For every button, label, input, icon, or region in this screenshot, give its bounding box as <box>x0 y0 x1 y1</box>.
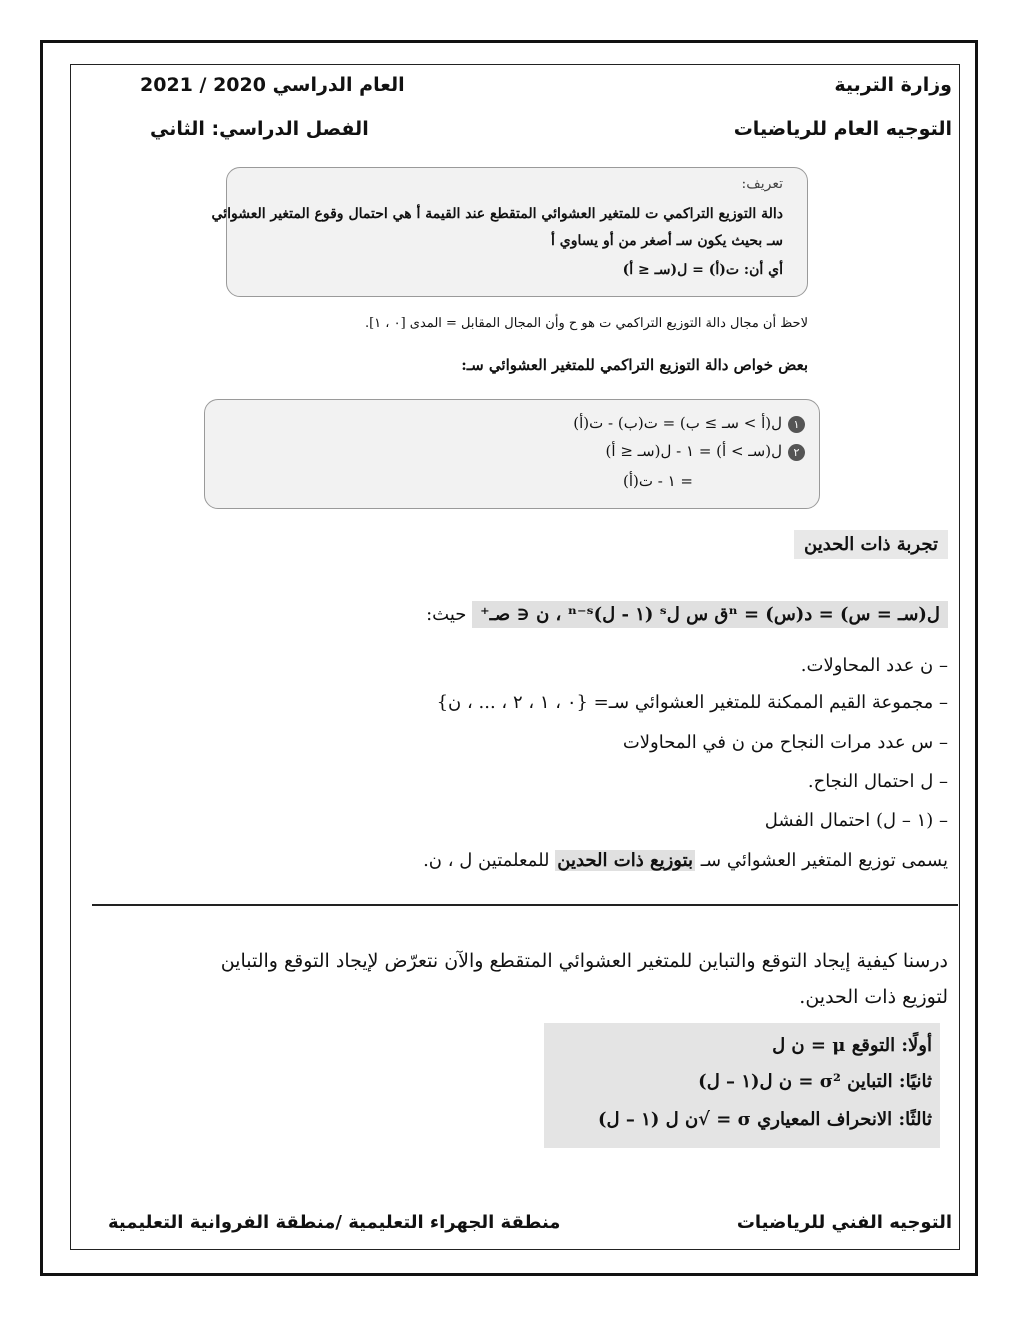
property-number-2: ٢ <box>788 444 805 461</box>
section-divider <box>92 904 958 906</box>
definition-title: تعريف: <box>741 176 783 192</box>
property-number-1: ١ <box>788 416 805 433</box>
intro-line-2: لتوزيع ذات الحدين. <box>799 986 948 1008</box>
footer-department: التوجيه الفني للرياضيات <box>736 1212 952 1233</box>
naming-highlight: بتوزيع ذات الحدين <box>557 850 694 871</box>
variance-formula: ثانيًا: التباين σ² = ن ل(١ – ل) <box>698 1071 932 1092</box>
academic-year: العام الدراسي 2020 / 2021 <box>140 74 405 96</box>
property-1-text: ل(أ > سـ ≥ ب) = ت(ب) - ت(أ) <box>573 414 782 432</box>
definition-line-1: دالة التوزيع التراكمي ت للمتغير العشوائي المتقطع عند القيمة أ هي احتمال وقوع المتغير العشوائي <box>211 206 783 222</box>
property-2-text: ل(سـ > أ) = ١ - ل(سـ ≤ أ) <box>605 442 782 460</box>
expectation-box <box>544 1023 940 1148</box>
list-item: – (١ – ل) احتمال الفشل <box>764 810 948 831</box>
property-2-continuation: = ١ - ت(أ) <box>622 472 693 490</box>
intro-line-1: درسنا كيفية إيجاد التوقع والتباين للمتغير العشوائي المتقطع والآن نتعرّض لإيجاد التوقع والتباين <box>220 950 948 972</box>
binomial-section-title: تجربة ذات الحدين <box>794 530 948 559</box>
binomial-formula-expression: ل(سـ = س) = د(س) = ⁿق س لˢ (١ - ل)ⁿ⁻ˢ ، ن ∈ صـ⁺ <box>472 601 948 628</box>
ministry-label: وزارة التربية <box>834 74 952 96</box>
properties-heading: بعض خواص دالة التوزيع التراكمي للمتغير العشوائي سـ: <box>461 356 808 374</box>
expectation-formula: أولًا: التوقع μ = ن ل <box>772 1035 932 1056</box>
list-item: – س عدد مرات النجاح من ن في المحاولات <box>622 732 948 753</box>
list-item: – ل احتمال النجاح. <box>807 771 948 792</box>
footer-regions: منطقة الجهراء التعليمية /منطقة الفروانية التعليمية <box>108 1212 561 1233</box>
semester-label: الفصل الدراسي: الثاني <box>150 118 369 140</box>
department-label: التوجيه العام للرياضيات <box>733 118 952 140</box>
binomial-formula <box>426 604 948 625</box>
domain-note: لاحظ أن مجال دالة التوزيع التراكمي ت هو ح وأن المجال المقابل = المدى [٠ ، ١]. <box>364 316 808 331</box>
definition-line-2: سـ بحيث يكون سـ أصغر من أو يساوي أ <box>550 233 783 249</box>
naming-suffix: للمعلمتين ل ، ن. <box>423 850 556 871</box>
property-2 <box>606 442 805 461</box>
property-1 <box>573 414 805 433</box>
binomial-formula-suffix: حيث: <box>426 604 467 625</box>
list-item: – مجموعة القيم الممكنة للمتغير العشوائي سـ= {٠ ، ١ ، ٢ ، ... ، ن} <box>436 692 948 713</box>
naming-prefix: يسمى توزيع المتغير العشوائي سـ <box>695 850 948 871</box>
properties-box <box>204 399 820 509</box>
definition-line-3: أي أن: ت(أ) = ل(سـ ≤ أ) <box>622 262 783 278</box>
binomial-naming <box>423 850 948 871</box>
std-deviation-formula: ثالثًا: الانحراف المعياري σ = √ن ل (١ – ل) <box>598 1109 932 1130</box>
list-item: – ن عدد المحاولات. <box>800 655 948 676</box>
definition-box <box>211 167 808 297</box>
